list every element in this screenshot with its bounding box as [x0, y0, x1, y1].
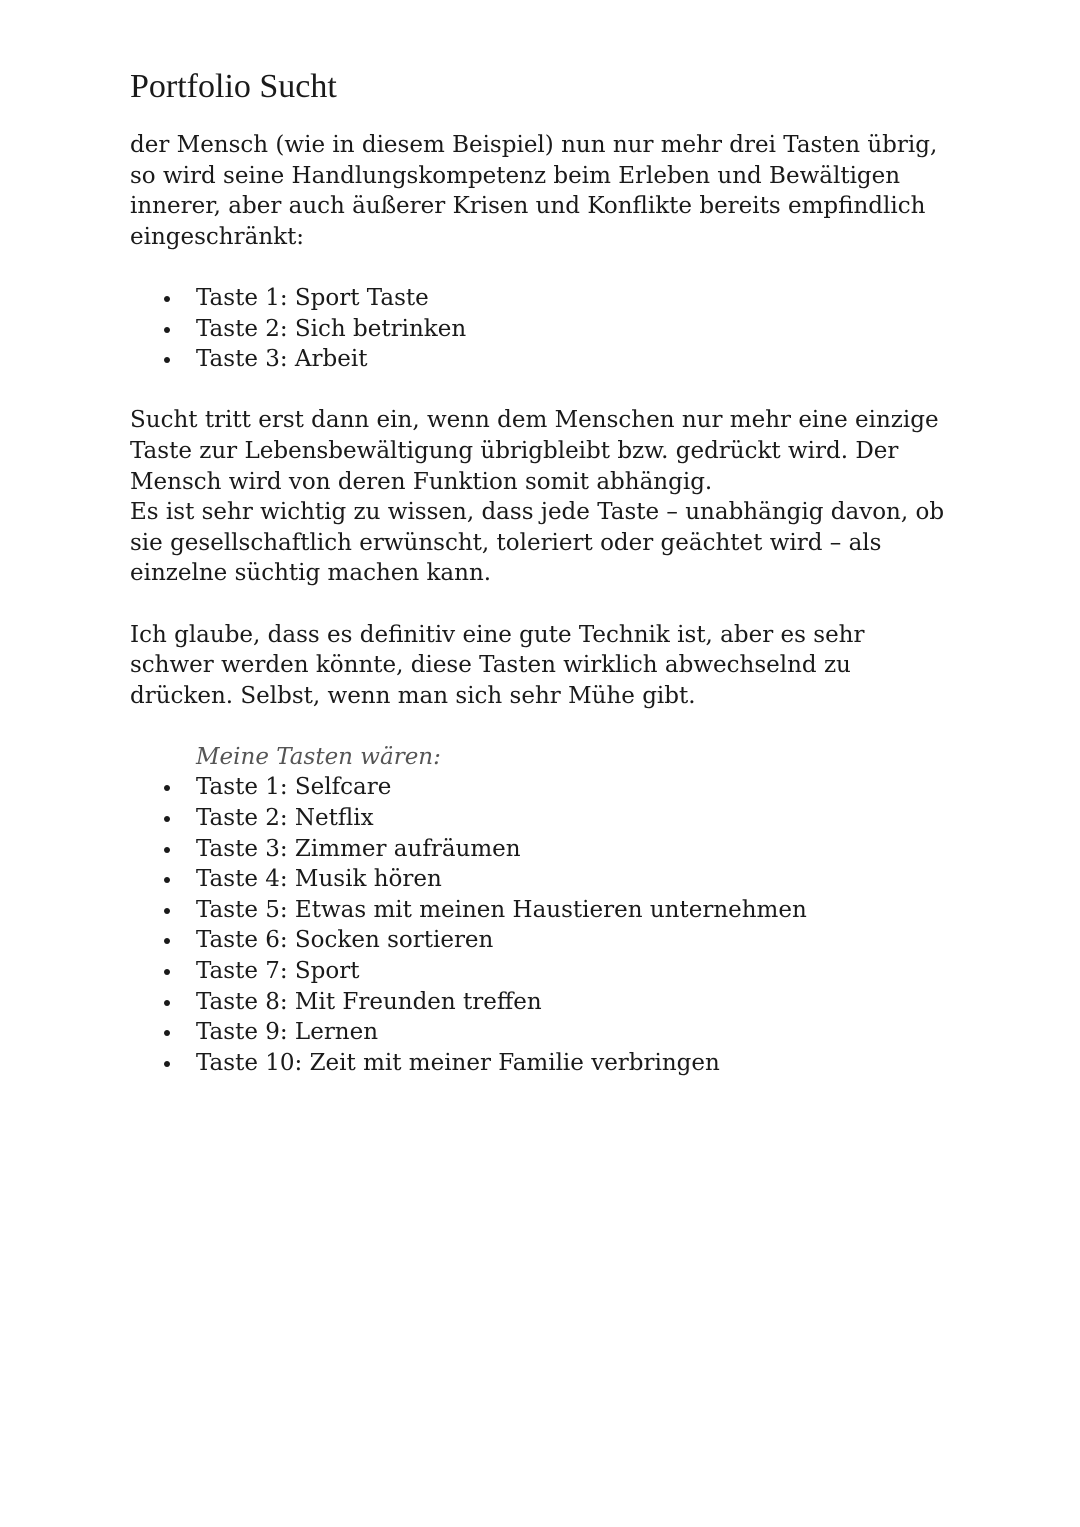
list-item-text: Taste 1: Sport Taste: [196, 284, 429, 311]
document-body: [130, 130, 960, 1078]
paragraph-line: schwer werden könnte, diese Tasten wirklich abwechselnd zu: [130, 652, 851, 679]
my-keys-list: [130, 772, 960, 1078]
bullet-icon: [164, 785, 170, 791]
bullet-icon: [164, 327, 170, 333]
list-item: [130, 895, 960, 926]
page-title: Portfolio Sucht: [130, 68, 337, 105]
list-item: [130, 1017, 960, 1048]
bullet-icon: [164, 847, 170, 853]
list-item-text: Taste 10: Zeit mit meiner Familie verbringen: [196, 1049, 720, 1076]
list-item: [130, 987, 960, 1018]
paragraph-line: Es ist sehr wichtig zu wissen, dass jede Taste – unabhängig davon, ob: [130, 499, 945, 526]
list-item: [130, 314, 960, 345]
bullet-icon: [164, 357, 170, 363]
list-item: [130, 834, 960, 865]
list-item: [130, 925, 960, 956]
addiction-paragraph: [130, 405, 960, 589]
intro-line: eingeschränkt:: [130, 223, 305, 250]
bullet-icon: [164, 908, 170, 914]
bullet-icon: [164, 1030, 170, 1036]
list-item: [130, 864, 960, 895]
bullet-icon: [164, 938, 170, 944]
list-item: [130, 283, 960, 314]
list-item: [130, 772, 960, 803]
list-item-text: Taste 4: Musik hören: [196, 866, 442, 893]
paragraph-line: sie gesellschaftlich erwünscht, toleriert oder geächtet wird – als: [130, 529, 882, 556]
list-item-text: Taste 2: Sich betrinken: [196, 315, 467, 342]
list-item-text: Taste 5: Etwas mit meinen Haustieren unternehmen: [196, 896, 807, 923]
bullet-icon: [164, 877, 170, 883]
bullet-icon: [164, 1000, 170, 1006]
opinion-paragraph: [130, 620, 960, 712]
bullet-icon: [164, 296, 170, 302]
list-item-text: Taste 7: Sport: [196, 958, 360, 985]
bullet-icon: [164, 816, 170, 822]
paragraph-line: drücken. Selbst, wenn man sich sehr Mühe gibt.: [130, 682, 696, 709]
list-item: [130, 803, 960, 834]
paragraph-line: Mensch wird von deren Funktion somit abhängig.: [130, 468, 713, 495]
list-item: [130, 344, 960, 375]
list-item-text: Taste 6: Socken sortieren: [196, 927, 494, 954]
my-keys-caption: Meine Tasten wären:: [196, 743, 441, 770]
list-item-text: Taste 8: Mit Freunden treffen: [196, 988, 542, 1015]
bullet-icon: [164, 969, 170, 975]
list-item-text: Taste 9: Lernen: [196, 1019, 379, 1046]
bullet-icon: [164, 1061, 170, 1067]
list-item: [130, 956, 960, 987]
list-item: [130, 1048, 960, 1079]
intro-line: innerer, aber auch äußerer Krisen und Konflikte bereits empfindlich: [130, 193, 926, 220]
intro-paragraph: [130, 130, 960, 252]
list-item-text: Taste 3: Zimmer aufräumen: [196, 835, 521, 862]
example-keys-list: [130, 283, 960, 375]
paragraph-line: Ich glaube, dass es definitiv eine gute Technik ist, aber es sehr: [130, 621, 865, 648]
intro-line: so wird seine Handlungskompetenz beim Erleben und Bewältigen: [130, 162, 901, 189]
paragraph-line: einzelne süchtig machen kann.: [130, 560, 492, 587]
list-item-text: Taste 3: Arbeit: [196, 346, 368, 373]
list-item-text: Taste 2: Netflix: [196, 805, 374, 832]
paragraph-line: Sucht tritt erst dann ein, wenn dem Menschen nur mehr eine einzige: [130, 407, 939, 434]
list-item-text: Taste 1: Selfcare: [196, 774, 392, 801]
paragraph-line: Taste zur Lebensbewältigung übrigbleibt bzw. gedrückt wird. Der: [130, 437, 899, 464]
intro-line: der Mensch (wie in diesem Beispiel) nun nur mehr drei Tasten übrig,: [130, 132, 938, 158]
